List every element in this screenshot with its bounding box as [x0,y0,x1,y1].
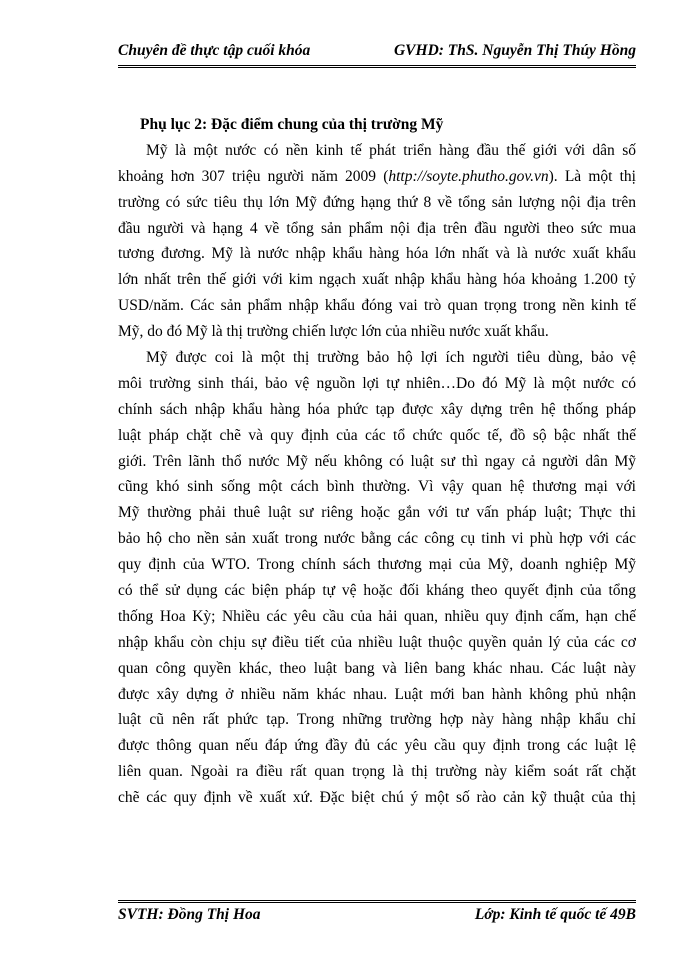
page-header [118,40,636,66]
footer-class: Lớp: Kinh tế quốc tế 49B [474,906,636,923]
paragraph-2 [118,345,636,811]
text-line: luật cũ nên rất phức tạp. Trong những trường hợp này hàng nhập khẩu chỉ [118,711,636,729]
header-supervisor: GVHD: ThS. Nguyễn Thị Thúy Hồng [393,42,636,59]
text-line: lớn nhất trên thế giới với kim ngạch xuất nhập khẩu hàng hóa khoảng 1.200 tỷ [118,271,636,289]
paragraph-1 [118,138,636,345]
text-line: bảo hộ cho nền sản xuất trong nước bằng các công cụ tinh vi phù hợp với các [118,530,636,548]
text-line: được xây dựng ở nhiều năm khác nhau. Luật mới ban hành không phủ nhận [118,685,636,703]
source-link: http://soyte.phutho.gov.vn [388,167,549,185]
text-line: thống Hoa Kỳ; Nhiều các yêu cầu của hải quan, nhiều quy định cấm, hạn chế [118,607,636,625]
text-span: ). Là một thị [548,167,636,185]
header-title: Chuyên đề thực tập cuối khóa [118,42,311,59]
text-line: Mỹ thường phải thuê luật sư riêng hoặc gắn với tư vấn pháp luật; Thực thi [118,504,636,522]
text-line: đầu người và hạng 4 về tổng sản phẩm nội địa trên đầu người theo sức mua [118,219,636,237]
text-line: môi trường sinh thái, bảo vệ nguồn lợi tự nhiên…Do đó Mỹ là một nước có [118,374,636,392]
text-line: được thông quan nếu đáp ứng đầy đủ các yêu cầu quy định trong các luật lệ [118,737,636,755]
text-line: quan công quyền khác, theo luật bang và liên bang khác nhau. Các luật này [118,659,636,677]
text-line: trường có sức tiêu thụ lớn Mỹ đứng hạng thứ 8 về tổng sản lượng nội địa trên [118,193,636,211]
header-rule [118,65,636,68]
text-line: cũng khó sinh sống một cách bình thường. Vì vậy quan hệ thương mại với [118,478,636,496]
text-line: tương đương. Mỹ là nước nhập khẩu hàng hóa lớn nhất và là nước xuất khẩu [118,245,636,263]
text-line: USD/năm. Các sản phẩm nhập khẩu đóng vai trò quan trọng trong nền kinh tế [118,297,636,315]
footer-student: SVTH: Đồng Thị Hoa [118,906,261,923]
text-line: Mỹ, do đó Mỹ là thị trường chiến lược lớn của nhiều nước xuất khẩu. [118,323,549,341]
text-line: Mỹ là một nước có nền kinh tế phát triển hàng đầu thế giới với dân số [146,141,636,159]
text-line: chẽ các quy định về xuất xứ. Đặc biệt chú ý một số rào cản kỹ thuật của thị [118,789,636,807]
footer-rule [118,900,636,903]
section-heading: Phụ lục 2: Đặc điểm chung của thị trường Mỹ [140,116,444,133]
text-span: khoảng hơn 307 triệu người năm 2009 ( [118,167,389,185]
text-line: nhập khẩu còn chịu sự điều tiết của nhiều luật thuộc quyền quản lý của các cơ [118,633,636,651]
text-line: giới. Trên lãnh thổ nước Mỹ nếu không có luật sư thì ngay cả người dân Mỹ [118,452,636,470]
text-line: chính sách nhập khẩu hàng hóa phức tạp được xây dựng trên hệ thống pháp [118,400,636,418]
page-footer [118,904,636,930]
body-content [118,112,636,811]
text-line: quy định của WTO. Trong chính sách thương mại của Mỹ, doanh nghiệp Mỹ [118,556,636,574]
text-line: Mỹ được coi là một thị trường bảo hộ lợi ích người tiêu dùng, bảo vệ [146,349,636,367]
text-line: liên quan. Ngoài ra điều rất quan trọng là thị trường này kiểm soát rất chặt [118,763,636,781]
text-line: có thể sử dụng các biện pháp tự vệ hoặc đối kháng theo quyết định của tổng [118,582,636,600]
text-line: luật pháp chặt chẽ và quy định của các tổ chức quốc tế, đồ sộ bậc nhất thế [118,426,636,444]
text-line [118,164,636,190]
